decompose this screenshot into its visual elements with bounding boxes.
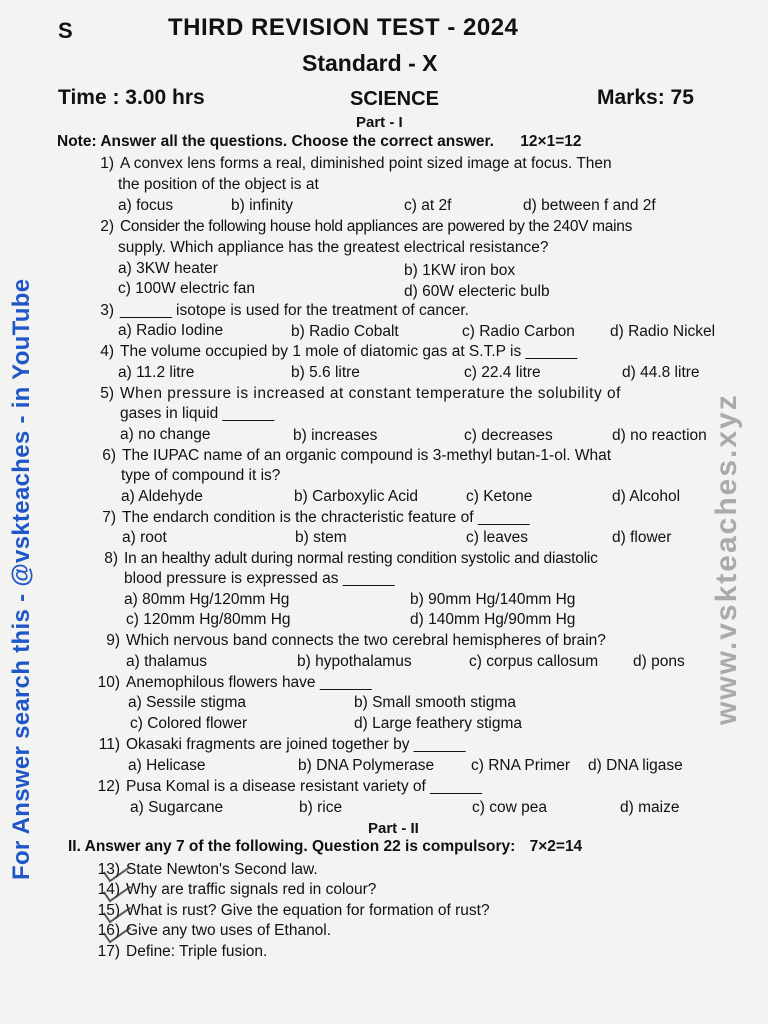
option-c: c) Colored flower (130, 715, 248, 732)
question-5-line2: gases in liquid ______ (120, 405, 275, 422)
question-text: State Newton's Second law. (126, 861, 318, 878)
question-number: 10) (97, 674, 120, 691)
option-d: d) DNA ligase (588, 757, 683, 774)
option-d: d) 44.8 litre (622, 364, 700, 381)
option-c: c) cow pea (472, 799, 547, 816)
question-text: The IUPAC name of an organic compound is 3-methyl butan-1-ol. What (122, 447, 612, 464)
option-c: c) 100W electric fan (118, 280, 255, 297)
option-c: c) at 2f (404, 197, 452, 214)
part1-heading: Part - I (356, 114, 403, 131)
question-2 (88, 218, 632, 236)
option-d: d) between f and 2f (523, 197, 656, 214)
question-number: 1) (100, 155, 114, 172)
option-c: c) 120mm Hg/80mm Hg (126, 611, 291, 628)
option-b: b) Carboxylic Acid (294, 488, 419, 505)
question-14 (90, 881, 376, 899)
option-b: b) rice (299, 799, 343, 816)
option-b: b) Small smooth stigma (354, 694, 516, 711)
option-c: c) RNA Primer (471, 757, 571, 774)
question-text: Anemophilous flowers have ______ (126, 674, 372, 691)
option-d: d) Large feathery stigma (354, 715, 523, 732)
option-a: a) Sugarcane (130, 799, 224, 816)
question-1-line2: the position of the object is at (118, 176, 319, 193)
part2-heading: Part - II (368, 820, 419, 837)
question-number: 7) (102, 509, 116, 526)
question-2-line2: supply. Which appliance has the greatest electrical resistance? (118, 239, 549, 256)
question-number: 14) (97, 881, 120, 898)
option-a: a) Radio Iodine (118, 322, 224, 339)
option-a: a) 11.2 litre (118, 364, 195, 381)
part2-instruction (68, 838, 582, 856)
youtube-watermark: For Answer search this - @vskteaches - in YouTube (8, 278, 35, 880)
question-12 (82, 778, 482, 796)
question-number: 3) (100, 302, 114, 319)
question-4 (88, 343, 577, 361)
question-text: Okasaki fragments are joined together by ______ (126, 736, 466, 753)
question-number: 12) (97, 778, 120, 795)
question-number: 5) (100, 385, 114, 402)
question-number: 6) (102, 447, 116, 464)
question-text: Consider the following house hold appliances are powered by the 240V mains (120, 218, 633, 235)
option-c: c) corpus callosum (469, 653, 599, 670)
question-text: In an healthy adult during normal resting condition systolic and diastolic (124, 550, 598, 567)
question-17 (90, 943, 267, 961)
option-b: b) 90mm Hg/140mm Hg (410, 591, 576, 608)
question-number: 15) (97, 902, 120, 919)
option-a: a) Sessile stigma (128, 694, 247, 711)
option-b: b) hypothalamus (297, 653, 412, 670)
option-c: c) leaves (466, 529, 529, 546)
exam-title: THIRD REVISION TEST - 2024 (168, 14, 519, 41)
question-number: 17) (97, 943, 120, 960)
subject-label: SCIENCE (350, 88, 439, 110)
option-a: a) no change (120, 426, 211, 443)
question-text: A convex lens forms a real, diminished point sized image at focus. Then (120, 155, 612, 172)
question-9 (94, 632, 606, 650)
option-c: c) Ketone (466, 488, 533, 505)
question-text: Pusa Komal is a disease resistant variety of ______ (126, 778, 482, 795)
option-d: d) Alcohol (612, 488, 681, 505)
option-b: b) 1KW iron box (404, 262, 516, 279)
question-number: 8) (104, 550, 118, 567)
question-3 (88, 302, 469, 320)
option-d: d) no reaction (612, 427, 707, 444)
standard-label: Standard - X (302, 50, 438, 76)
option-b: b) infinity (231, 197, 294, 214)
option-d: d) maize (620, 799, 680, 816)
question-text: Which nervous band connects the two cerebral hemispheres of brain? (126, 632, 606, 649)
question-8 (92, 550, 598, 568)
question-text: Give any two uses of Ethanol. (126, 922, 332, 939)
question-6-line2: type of compound it is? (121, 467, 281, 484)
question-1 (88, 155, 612, 173)
option-b: b) increases (293, 427, 378, 444)
question-number: 2) (100, 218, 114, 235)
option-a: a) 80mm Hg/120mm Hg (124, 591, 290, 608)
option-b: b) DNA Polymerase (298, 757, 435, 774)
question-number: 4) (100, 343, 114, 360)
question-number: 13) (97, 861, 120, 878)
option-a: a) root (122, 529, 167, 546)
question-text: What is rust? Give the equation for formation of rust? (126, 902, 490, 919)
part2-instruction-text: II. Answer any 7 of the following. Question 22 is compulsory: (68, 838, 516, 855)
question-number: 16) (97, 922, 120, 939)
option-b: b) 5.6 litre (291, 364, 360, 381)
option-c: c) Radio Carbon (462, 323, 575, 340)
part1-note-text: Note: Answer all the questions. Choose the correct answer. (57, 133, 494, 150)
option-a: a) 3KW heater (118, 260, 218, 277)
time-label: Time : 3.00 hrs (58, 86, 205, 109)
option-d: d) pons (633, 653, 685, 670)
option-b: b) stem (295, 529, 347, 546)
option-d: d) flower (612, 529, 672, 546)
question-text: Define: Triple fusion. (126, 943, 268, 960)
part1-note-marks: 12×1=12 (520, 133, 582, 150)
question-8-line2: blood pressure is expressed as ______ (124, 570, 395, 587)
option-a: a) Helicase (128, 757, 206, 774)
part2-marks: 7×2=14 (529, 838, 583, 855)
question-text: When pressure is increased at constant temperature the solubility of (120, 385, 621, 402)
question-15 (90, 902, 490, 920)
website-watermark: www.vskteaches.xyz (710, 393, 743, 725)
option-c: c) 22.4 litre (464, 364, 541, 381)
question-11 (82, 736, 466, 754)
option-a: a) Aldehyde (121, 488, 203, 505)
question-text: ______ isotope is used for the treatment of cancer. (120, 302, 469, 319)
question-number: 11) (98, 736, 120, 753)
option-a: a) focus (118, 197, 174, 214)
question-6 (90, 447, 611, 465)
option-d: d) Radio Nickel (610, 323, 716, 340)
part1-note (57, 133, 582, 151)
option-d: d) 140mm Hg/90mm Hg (410, 611, 576, 628)
question-text: The endarch condition is the chracteristic feature of ______ (122, 509, 530, 526)
question-text: The volume occupied by 1 mole of diatomic gas at S.T.P is ______ (120, 343, 578, 360)
question-10 (82, 674, 372, 692)
option-b: b) Radio Cobalt (291, 323, 399, 340)
option-c: c) decreases (464, 427, 553, 444)
question-7 (90, 509, 530, 527)
marks-label: Marks: 75 (597, 86, 694, 109)
corner-mark: S (58, 18, 73, 43)
question-text: Why are traffic signals red in colour? (126, 881, 377, 898)
option-d: d) 60W electeric bulb (404, 283, 550, 300)
question-number: 9) (106, 632, 120, 649)
option-a: a) thalamus (126, 653, 207, 670)
question-5 (88, 385, 621, 403)
